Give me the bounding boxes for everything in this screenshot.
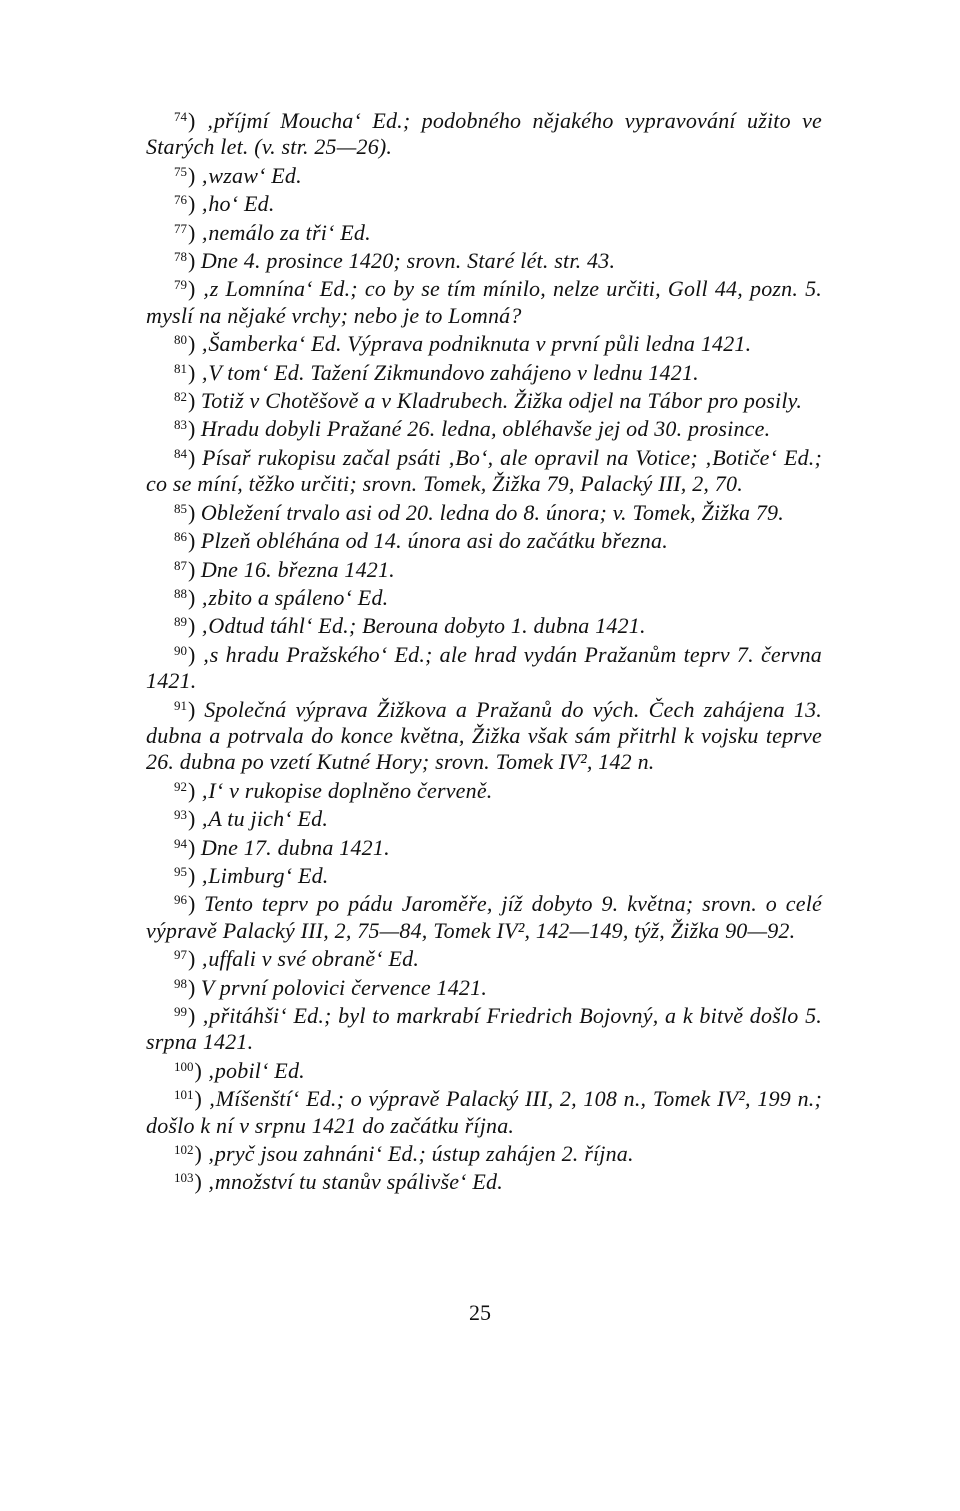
footnote-paren: ) [188,528,201,554]
footnote-number: 77 [174,220,187,236]
footnote-paren: ) [188,444,202,470]
footnote-text: ‚Šamberka‘ Ed. Výprava podniknuta v první půli ledna 1421. [200,331,752,357]
footnote-number: 101 [174,1087,194,1103]
footnote [146,416,822,442]
footnote-number: 88 [174,585,187,601]
footnote-text: ‚I‘ v rukopise doplněno červeně. [200,777,493,803]
footnote-number: 81 [174,360,187,376]
footnote-number: 86 [174,529,187,545]
footnote-text: Hradu dobyli Pražané 26. ledna, obléhavše jej od 30. prosince. [200,416,771,442]
footnote [146,276,822,329]
footnote-paren: ) [188,108,207,133]
footnote-number: 75 [174,163,187,179]
footnote-number: 91 [174,697,187,713]
footnote-text: ‚Odtud táhl‘ Ed.; Berouna dobyto 1. dubna 1421. [200,613,646,639]
footnote-text: ‚z Lomnína‘ Ed.; co by se tím mínilo, nelze určiti, Goll 44, pozn. 5. myslí na nějaké vrchy; nebo je to Lomná? [146,276,823,328]
footnote-text: ‚uffali v své obraně‘ Ed. [200,946,420,972]
footnote-paren: ) [188,806,201,832]
footnote-paren: ) [194,1057,208,1083]
footnote-text: ‚zbito a spáleno‘ Ed. [200,584,389,610]
footnote-text: Písař rukopisu začal psáti ‚Bo‘, ale opravil na Votice; ‚Botiče‘ Ed.; co se míní, těžko určiti; srovn. Tomek, Žižka 79, Palacký III, 2, 70. [146,444,823,497]
footnote-text: ‚s hradu Pražského‘ Ed.; ale hrad vydán Pražanům teprv 7. června 1421. [146,641,823,694]
footnote-number: 90 [174,642,187,658]
footnote-number: 92 [174,778,187,794]
footnote [146,557,822,583]
footnote-paren: ) [188,891,204,917]
footnote-text: ‚množství tu stanův spálivše‘ Ed. [207,1169,503,1195]
footnote-text: ‚wzaw‘ Ed. [200,162,302,188]
footnote-number: 100 [174,1058,194,1074]
footnote-paren: ) [194,1141,208,1167]
footnote-text: ‚ho‘ Ed. [200,191,275,217]
footnote [146,806,822,832]
footnote [146,891,822,944]
footnote-text: ‚přitáhši‘ Ed.; byl to markrabí Friedrich Bojovný, a k bitvě došlo 5. srpna 1421. [146,1003,822,1055]
footnote-paren: ) [188,416,201,442]
footnote [146,946,822,972]
footnote-number: 76 [174,192,187,208]
footnote-number: 82 [174,389,187,405]
footnote-paren: ) [188,331,201,357]
footnote [146,835,822,861]
footnote-paren: ) [188,777,201,803]
footnote-number: 103 [174,1170,194,1186]
footnote-number: 74 [174,109,187,124]
footnote [146,191,822,217]
footnote-number: 80 [174,332,187,348]
footnote-paren: ) [188,696,205,722]
footnote-number: 97 [174,947,187,963]
footnote-text: Totiž v Chotěšově a v Kladrubech. Žižka odjel na Tábor pro posily. [200,388,803,414]
footnote [146,388,822,414]
footnote-text: V první polovici července 1421. [200,974,488,1000]
footnote [146,500,822,526]
footnote-number: 87 [174,557,187,573]
footnote-paren: ) [194,1169,208,1195]
footnote-paren: ) [188,388,201,414]
footnote-paren: ) [188,499,201,525]
footnote-text: Dne 17. dubna 1421. [200,834,390,860]
footnote-paren: ) [188,248,201,274]
footnote-number: 98 [174,975,187,991]
footnote-paren: ) [188,1003,202,1028]
footnote-number: 85 [174,500,187,516]
footnote-paren: ) [188,556,201,582]
footnote-paren: ) [188,641,203,667]
footnote [146,613,822,639]
footnote-paren: ) [188,162,201,188]
footnote [146,585,822,611]
footnote-text: Společná výprava Žižkova a Pražanů do vých. Čech zahájena 13. dubna a potrvala do konce května, Žižka však sám přitrhl k vojsku teprve 26. dubna po vzetí Kutné Hory; srovn. Tomek IV², 142 n. [146,696,822,775]
footnote-paren: ) [188,613,201,639]
footnote-text: ‚Limburg‘ Ed. [200,862,329,888]
footnote [146,163,822,189]
footnote [146,1141,822,1167]
footnote [146,445,822,498]
footnote [146,528,822,554]
footnote-paren: ) [188,219,201,245]
footnote-paren: ) [194,1086,209,1112]
footnote-number: 96 [174,892,187,908]
footnote-text: Dne 16. března 1421. [200,556,395,582]
footnote [146,1169,822,1195]
footnote-paren: ) [188,191,201,217]
footnote-number: 102 [174,1142,194,1158]
footnote-number: 99 [174,1004,187,1019]
footnote [146,1086,822,1139]
footnote-text: ‚Míšenští‘ Ed.; o výpravě Palacký III, 2, 108 n., Tomek IV², 199 n.; došlo k ní v srpnu 1421 do začátku října. [146,1086,822,1138]
footnote-number: 93 [174,807,187,823]
footnote-text: Plzeň obléhána od 14. února asi do začátku března. [200,528,668,554]
footnote [146,248,822,274]
page-number: 25 [469,1300,491,1325]
footnote [146,778,822,804]
footnote [146,697,822,776]
footnote-number: 94 [174,835,187,851]
footnote-text: ‚pryč jsou zahnáni‘ Ed.; ústup zahájen 2. října. [207,1141,634,1167]
footnote [146,360,822,386]
footnote-paren: ) [188,276,203,302]
footnote-number: 78 [174,249,187,265]
footnote-paren: ) [188,974,201,1000]
footnote-paren: ) [188,862,201,888]
footnote-text: ‚V tom‘ Ed. Tažení Zikmundovo zahájeno v lednu 1421. [200,359,699,385]
footnote [146,220,822,246]
footnote-text: ‚příjmí Moucha‘ Ed.; podobného nějakého vypravování užito ve Starých let. (v. str. 25—26). [146,108,823,160]
footnote-paren: ) [188,946,201,972]
footnote-number: 83 [174,417,187,433]
footnotes-block [146,108,822,1196]
footnote [146,642,822,695]
footnote-number: 79 [174,277,187,293]
footnote-number: 84 [174,445,187,461]
footnote [146,863,822,889]
footnote [146,331,822,357]
footnote-text: Obležení trvalo asi od 20. ledna do 8. února; v. Tomek, Žižka 79. [200,499,784,525]
footnote [146,108,822,161]
footnote-number: 89 [174,614,187,630]
footnote-text: Dne 4. prosince 1420; srovn. Staré lét. str. 43. [200,248,616,274]
footnote-text: ‚pobil‘ Ed. [207,1057,305,1083]
footnote-paren: ) [188,359,201,385]
footnote [146,1058,822,1084]
footnote [146,1003,822,1056]
footnote-paren: ) [188,584,201,610]
footnote-number: 95 [174,863,187,879]
footnote-text: Tento teprv po pádu Jaroměře, jíž dobyto 9. května; srovn. o celé výpravě Palacký III, 2, 75—84, Tomek IV², 142—149, týž, Žižka 90—92. [146,891,822,943]
footnote [146,975,822,1001]
footnote-text: ‚nemálo za tři‘ Ed. [200,219,371,245]
footnote-text: ‚A tu jich‘ Ed. [200,806,329,832]
footnote-paren: ) [188,834,201,860]
